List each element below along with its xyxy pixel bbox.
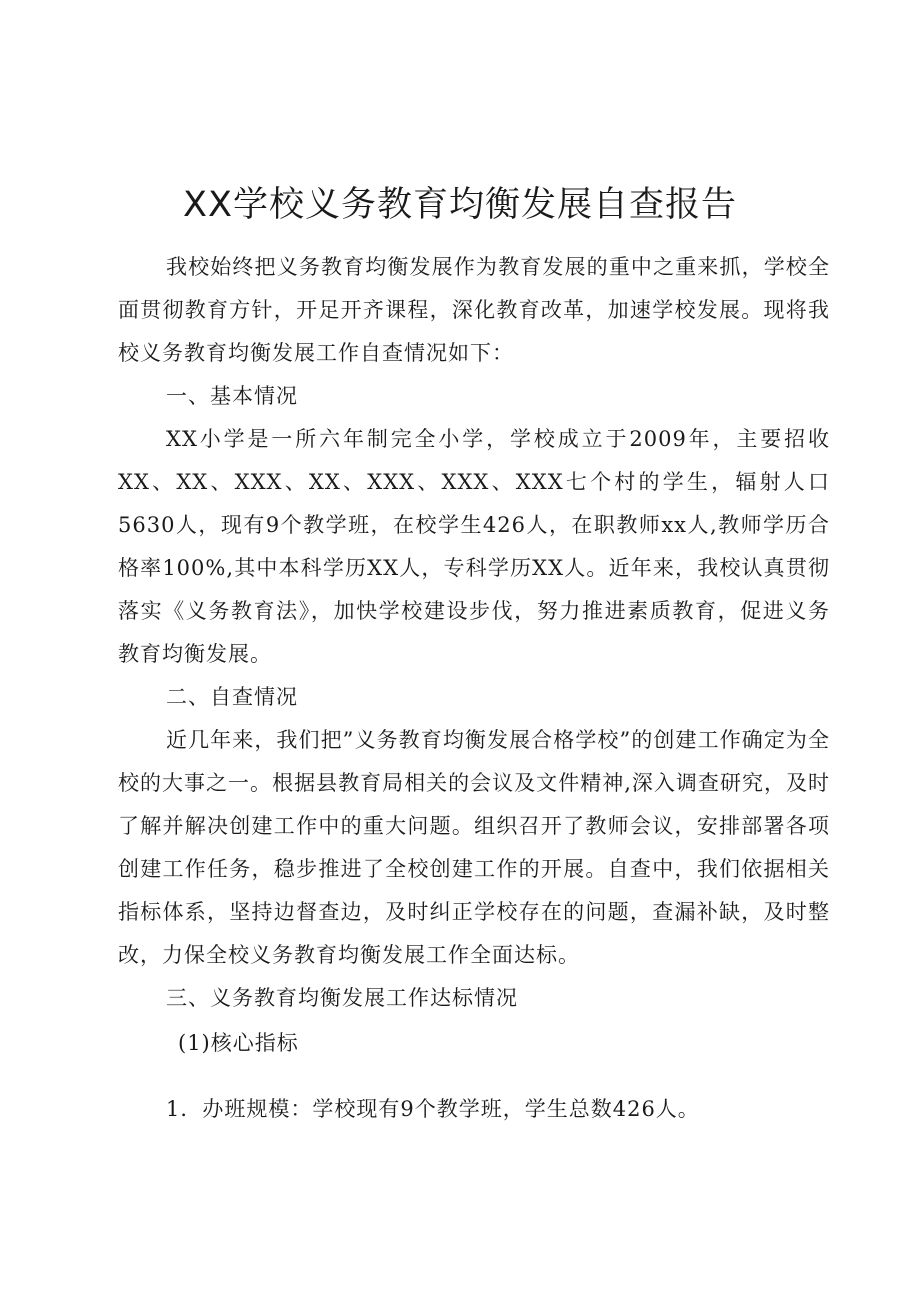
section-2-paragraph: 近几年来，我们把”义务教育均衡发展合格学校”的创建工作确定为全校的大事之一。根据县教育局相关的会议及文件精神,深入调查研究，及时了解并解决创建工作中的重大问题。组织召开了教师会议，安排部署各项创建工作任务，稳步推进了全校创建工作的开展。自查中，我们依据相关指标体系，坚持边督查边，及时纠正学校存在的问题，查漏补缺，及时整改，力保全校义务教育均衡发展工作全面达标。 [118, 728, 830, 967]
subsection-1-heading: (1)核心指标 [178, 1031, 299, 1055]
section-2-body [118, 719, 830, 977]
subsection-1-heading-block [178, 1022, 890, 1065]
section-3-heading: 三、义务教育均衡发展工作达标情况 [166, 986, 518, 1010]
intro-paragraph: 我校始终把义务教育均衡发展作为教育发展的重中之重来抓，学校全面贯彻教育方针，开足开齐课程，深化教育改革，加速学校发展。现将我校义务教育均衡发展工作自查情况如下： [118, 255, 830, 365]
section-1-body [118, 418, 830, 676]
section-1-heading-block [118, 375, 830, 418]
section-1-paragraph: XX小学是一所六年制完全小学，学校成立于2009年，主要招收XX、XX、XXX、XX、XXX、XXX、XXX七个村的学生，辐射人口5630人，现有9个教学班，在校学生426人，在职教师xx人,教师学历合格率100%,其中本科学历XX人，专科学历XX人。近年来，我校认真贯彻落实《义务教育法》，加快学校建设步伐，努力推进素质教育，促进义务教育均衡发展。 [118, 427, 830, 666]
section-2-heading: 二、自查情况 [166, 685, 298, 709]
document-title: XX学校义务教育均衡发展自查报告 [183, 185, 737, 226]
section-1-heading: 一、基本情况 [166, 384, 298, 408]
section-3-heading-block [118, 977, 830, 1020]
intro-section [118, 246, 830, 375]
section-2-heading-block [118, 676, 830, 719]
item-1-text: 1．办班规模：学校现有9个教学班，学生总数426人。 [166, 1097, 700, 1121]
item-1-block [166, 1088, 830, 1131]
